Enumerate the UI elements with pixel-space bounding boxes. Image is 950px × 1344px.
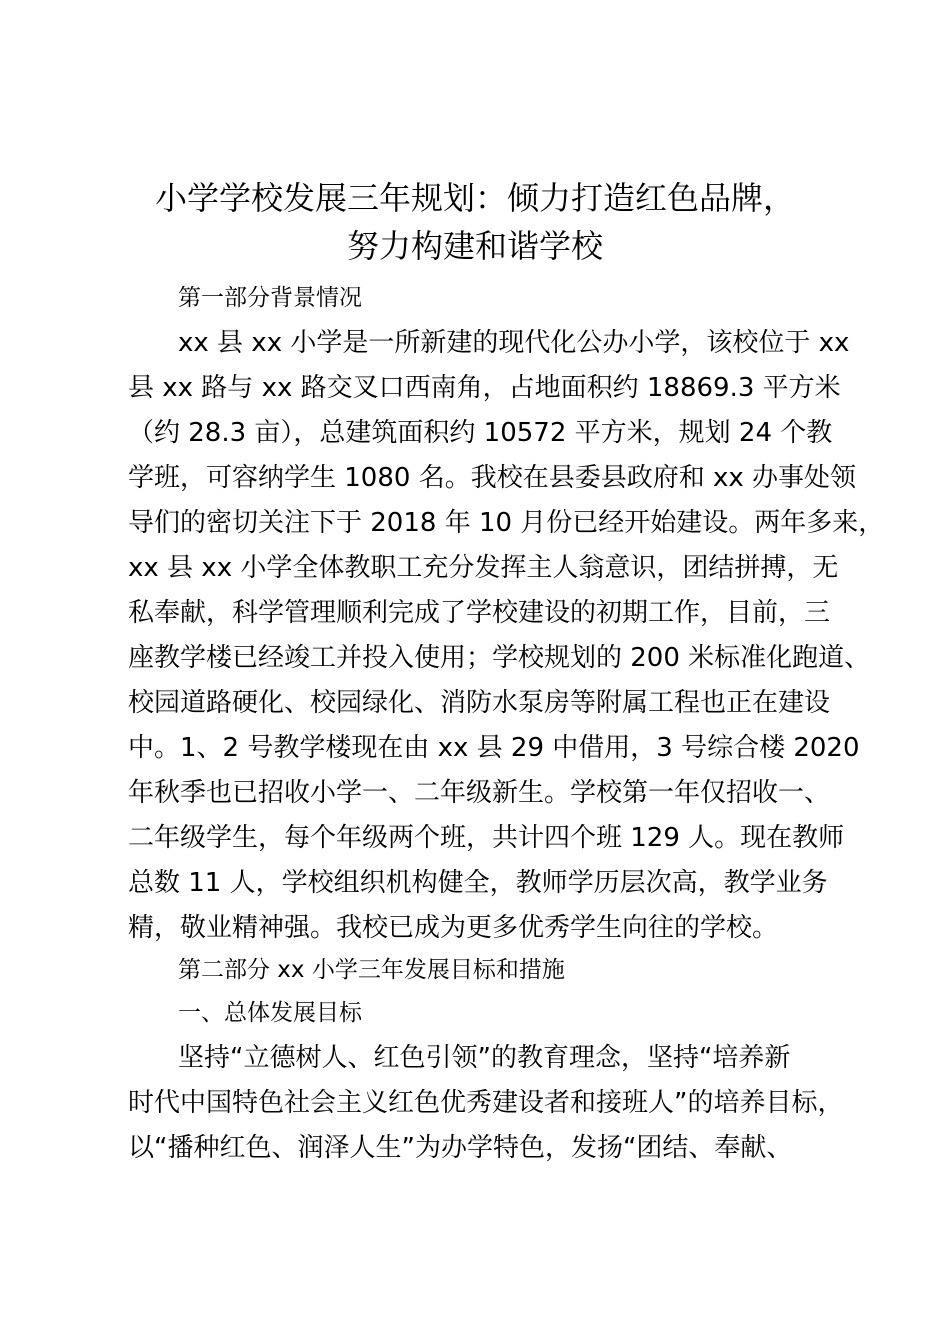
paragraph-line: 私奉献，科学管理顺利完成了学校建设的初期工作，目前，三 bbox=[128, 598, 831, 628]
paragraph-line: 年秋季也已招收小学一、二年级新生。学校第一年仅招收一、 bbox=[128, 778, 831, 808]
paragraph-line: 以“播种红色、润泽人生”为办学特色，发扬“团结、奉献、 bbox=[128, 1133, 793, 1163]
paragraph-line: 坚持“立德树人、红色引领”的教育理念，坚持“培养新 bbox=[178, 1043, 791, 1073]
paragraph-line: 精，敬业精神强。我校已成为更多优秀学生向往的学校。 bbox=[128, 913, 779, 943]
document-title-line-2: 努力构建和谐学校 bbox=[346, 227, 603, 265]
document-title-line-1: 小学学校发展三年规划：倾力打造红色品牌， bbox=[154, 179, 795, 217]
paragraph-line: 中。1、2 号教学楼现在由 xx 县 29 中借用，3 号综合楼 2020 bbox=[128, 733, 860, 763]
section2-subheading: 一、总体发展目标 bbox=[178, 1000, 362, 1026]
paragraph-line: 二年级学生，每个年级两个班，共计四个班 129 人。现在教师 bbox=[128, 823, 845, 853]
paragraph-line: xx 县 xx 小学是一所新建的现代化公办小学，该校位于 xx bbox=[178, 328, 850, 358]
paragraph-line: 县 xx 路与 xx 路交叉口西南角，占地面积约 18869.3 平方米 bbox=[128, 373, 841, 403]
paragraph-line: 总数 11 人，学校组织机构健全，教师学历层次高，教学业务 bbox=[128, 868, 828, 898]
section2-heading: 第二部分 xx 小学三年发展目标和措施 bbox=[178, 957, 565, 983]
paragraph-line: 时代中国特色社会主义红色优秀建设者和接班人”的培养目标， bbox=[128, 1088, 844, 1118]
paragraph-line: （约 28.3 亩），总建筑面积约 10572 平方米，规划 24 个教 bbox=[128, 418, 833, 448]
paragraph-line: 学班，可容纳学生 1080 名。我校在县委县政府和 xx 办事处领 bbox=[128, 463, 857, 493]
paragraph-line: 导们的密切关注下于 2018 年 10 月份已经开始建设。两年多来， bbox=[128, 508, 885, 538]
paragraph-line: 座教学楼已经竣工并投入使用；学校规划的 200 米标准化跑道、 bbox=[128, 643, 871, 673]
section1-heading: 第一部分背景情况 bbox=[178, 285, 362, 311]
paragraph-line: xx 县 xx 小学全体教职工充分发挥主人翁意识，团结拼搏，无 bbox=[128, 553, 839, 583]
paragraph-line: 校园道路硬化、校园绿化、消防水泵房等附属工程也正在建设 bbox=[128, 688, 831, 718]
